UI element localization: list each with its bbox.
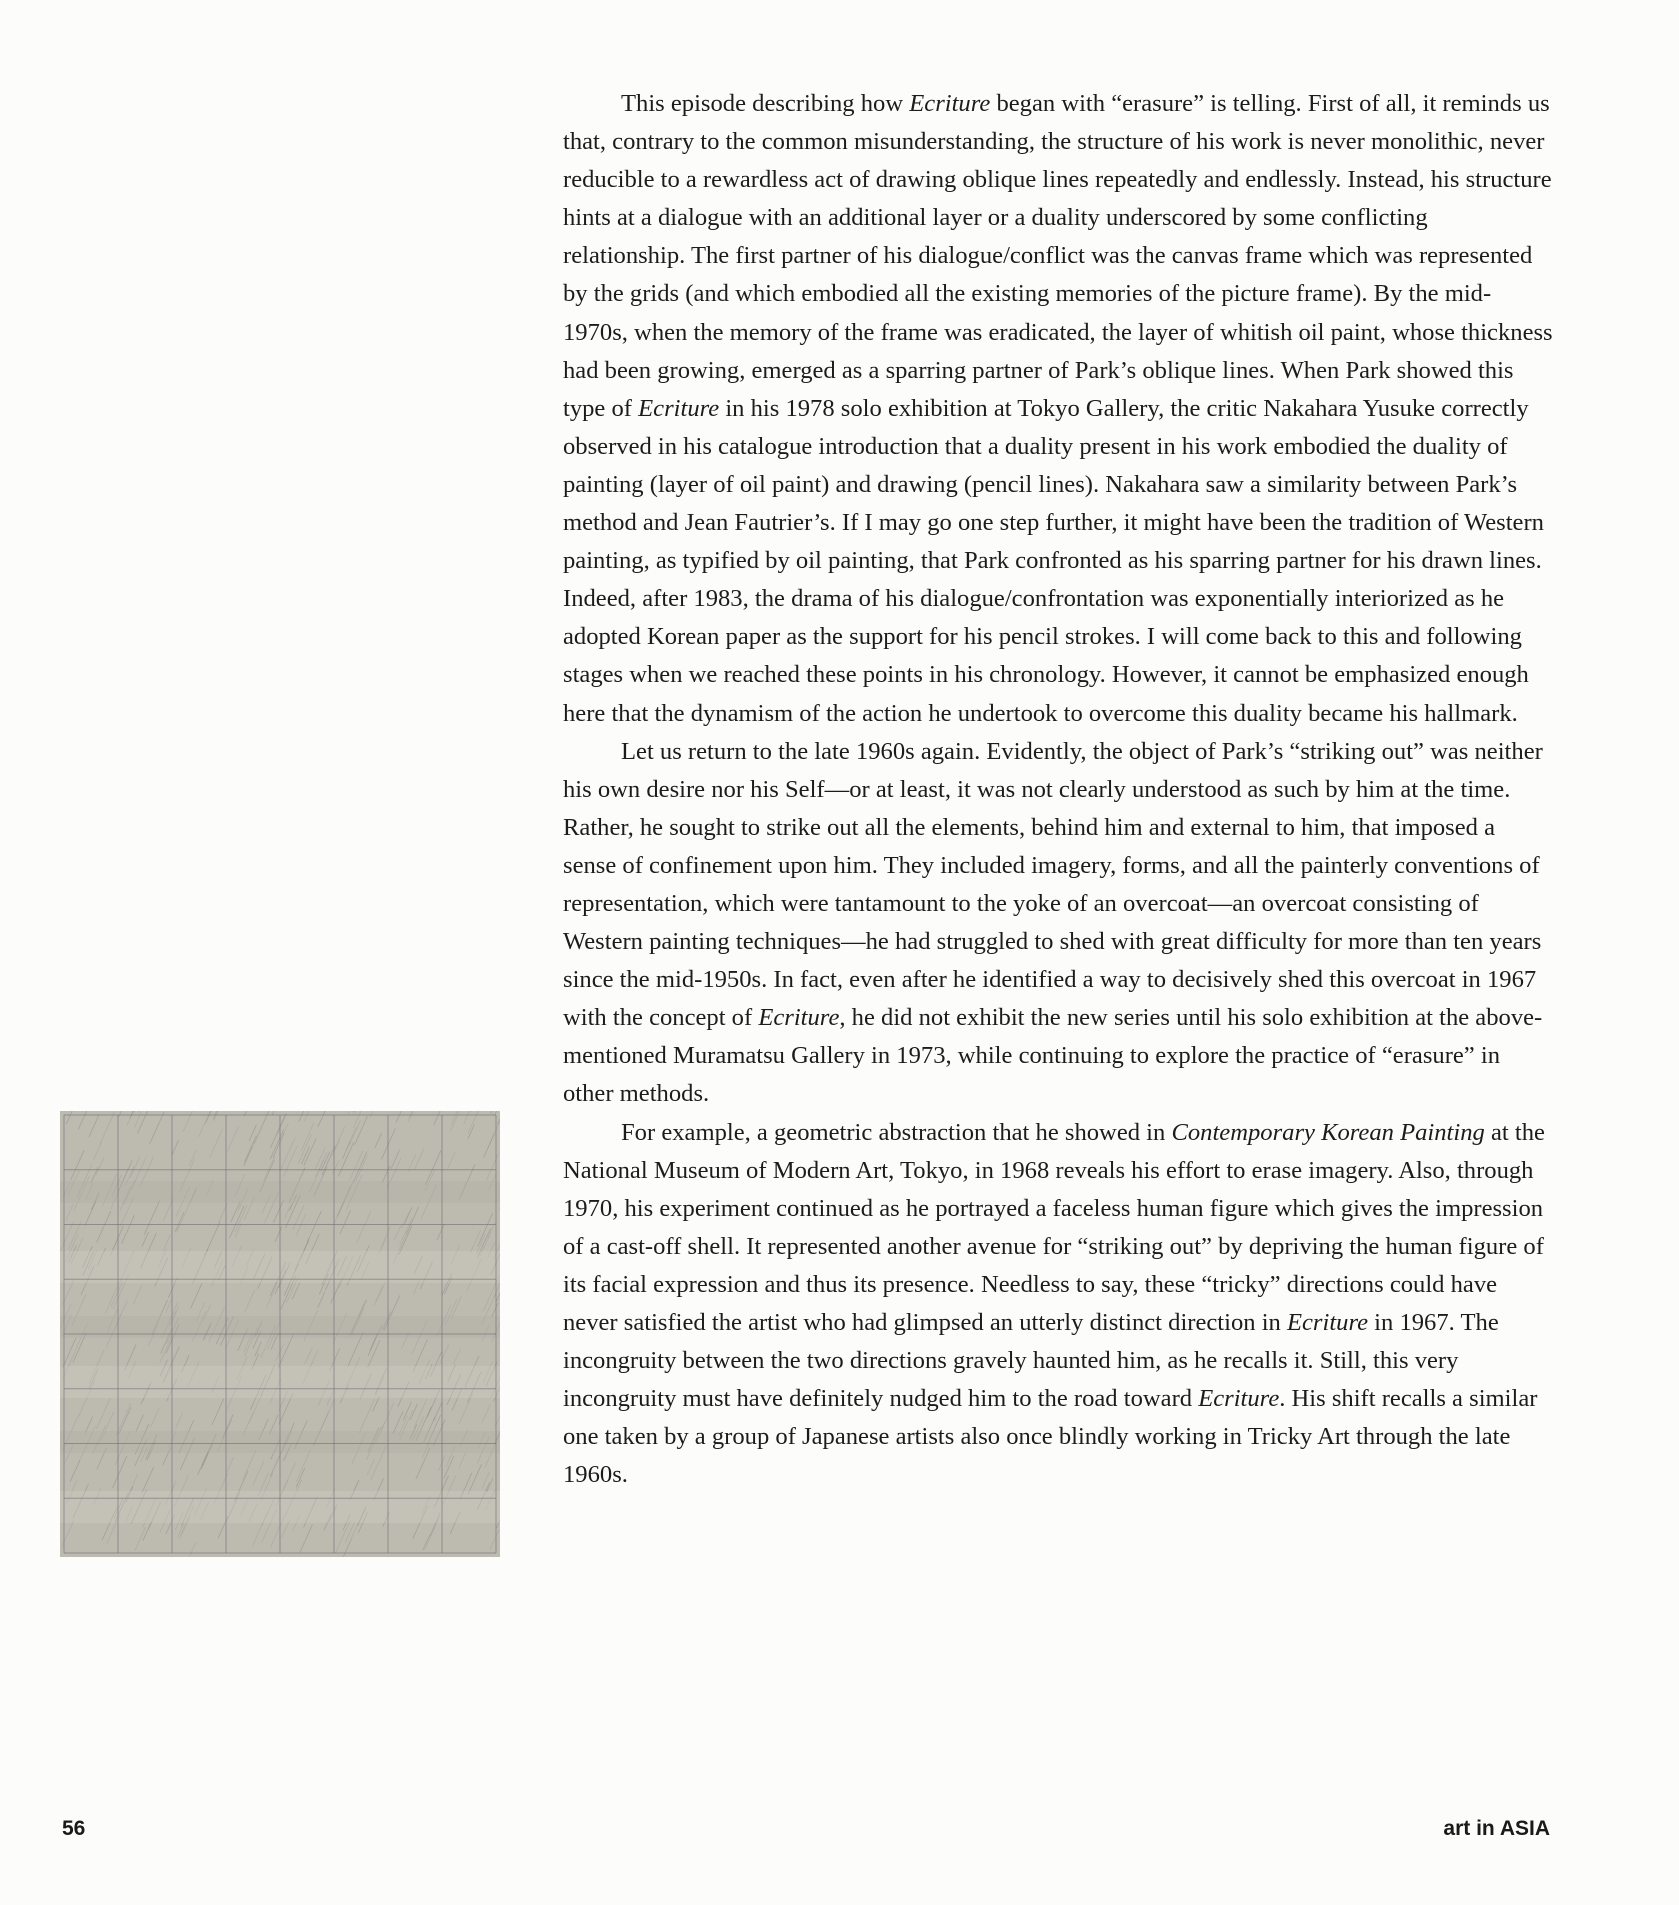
- artwork-canvas: [60, 1111, 500, 1557]
- text-run: , he did not exhibit the new series until his solo exhibition at the above-mentioned Muramatsu Gallery in 1973, while continuing to explore the practice of “erasure” in other methods.: [563, 1004, 1543, 1108]
- text-run-italic: Ecriture: [638, 394, 720, 422]
- paragraph-1: [563, 85, 1553, 733]
- text-run: in 1967. The incongruity between the two directions gravely haunted him, as he recalls it. Still, this very incongruity must have definitely nudged him to the road toward: [563, 1309, 1499, 1413]
- text-run-italic: Ecriture: [1198, 1385, 1280, 1413]
- page-number: 56: [62, 1817, 86, 1840]
- text-run-italic: Contemporary Korean Painting: [1171, 1118, 1485, 1146]
- artwork-image: [60, 1111, 500, 1557]
- text-run-italic: Ecriture: [909, 90, 991, 117]
- text-run: Let us return to the late 1960s again. Evidently, the object of Park’s “striking out” was neither his own desire nor his Self—or at least, it was not clearly understood as such by him at the time. Rather, he sought to strike out all the elements, behind him and external to him, that imposed a sense of confinement upon him. They included imagery, forms, and all the painterly conventions of representation, which were tantamount to the yoke of an overcoat—an overcoat consisting of Western painting techniques—he had struggled to shed with great difficulty for more than ten years since the mid-1950s. In fact, even after he identified a way to decisively shed this overcoat in 1967 with the concept of: [563, 737, 1543, 1032]
- text-run-italic: Ecriture: [758, 1004, 840, 1032]
- text-run: . His shift recalls a similar one taken by a group of Japanese artists also once blindly working in Tricky Art through the late 1960s.: [563, 1385, 1538, 1489]
- paragraph-3: [563, 1114, 1553, 1495]
- text-run-italic: Ecriture: [1286, 1309, 1369, 1336]
- text-run: For example, a geometric abstraction that he showed in: [621, 1118, 1172, 1146]
- article-body: [563, 85, 1553, 1494]
- publication-name: art in ASIA: [1443, 1817, 1550, 1840]
- text-run: at the National Museum of Modern Art, Tokyo, in 1968 reveals his effort to erase imagery. Also, through 1970, his experiment continued as he portrayed a faceless human figure which gives the impression of a cast-off shell. It represented another avenue for “striking out” by depriving the human figure of its facial expression and thus its presence. Needless to say, these “tricky” directions could have never satisfied the artist who had glimpsed an utterly distinct direction in: [563, 1118, 1545, 1336]
- text-run: in his 1978 solo exhibition at Tokyo Gallery, the critic Nakahara Yusuke correctly observed in his catalogue introduction that a duality present in his work embodied the duality of painting (layer of oil paint) and drawing (pencil lines). Nakahara saw a similarity between Park’s method and Jean Fautrier’s. If I may go one step further, it might have been the tradition of Western painting, as typified by oil painting, that Park confronted as his sparring partner for his drawn lines. Indeed, after 1983, the drama of his dialogue/confrontation was exponentially interiorized as he adopted Korean paper as the support for his pencil strokes. I will come back to this and following stages when we reached these points in his chronology. However, it cannot be emphasized enough here that the dynamism of the action he undertook to overcome this duality became his hallmark.: [563, 394, 1544, 727]
- text-run: This episode describing how: [621, 90, 910, 117]
- text-run: began with “erasure” is telling. First of all, it reminds us that, contrary to the common misunderstanding, the structure of his work is never monolithic, never reducible to a rewardless act of drawing oblique lines repeatedly and endlessly. Instead, his structure hints at a dialogue with an additional layer or a duality underscored by some conflicting relationship. The first partner of his dialogue/conflict was the canvas frame which was represented by the grids (and which embodied all the existing memories of the picture frame). By the mid-1970s, when the memory of the frame was eradicated, the layer of whitish oil paint, whose thickness had been growing, emerged as a sparring partner of Park’s oblique lines. When Park showed this type of: [563, 90, 1553, 422]
- paragraph-2: [563, 733, 1553, 1114]
